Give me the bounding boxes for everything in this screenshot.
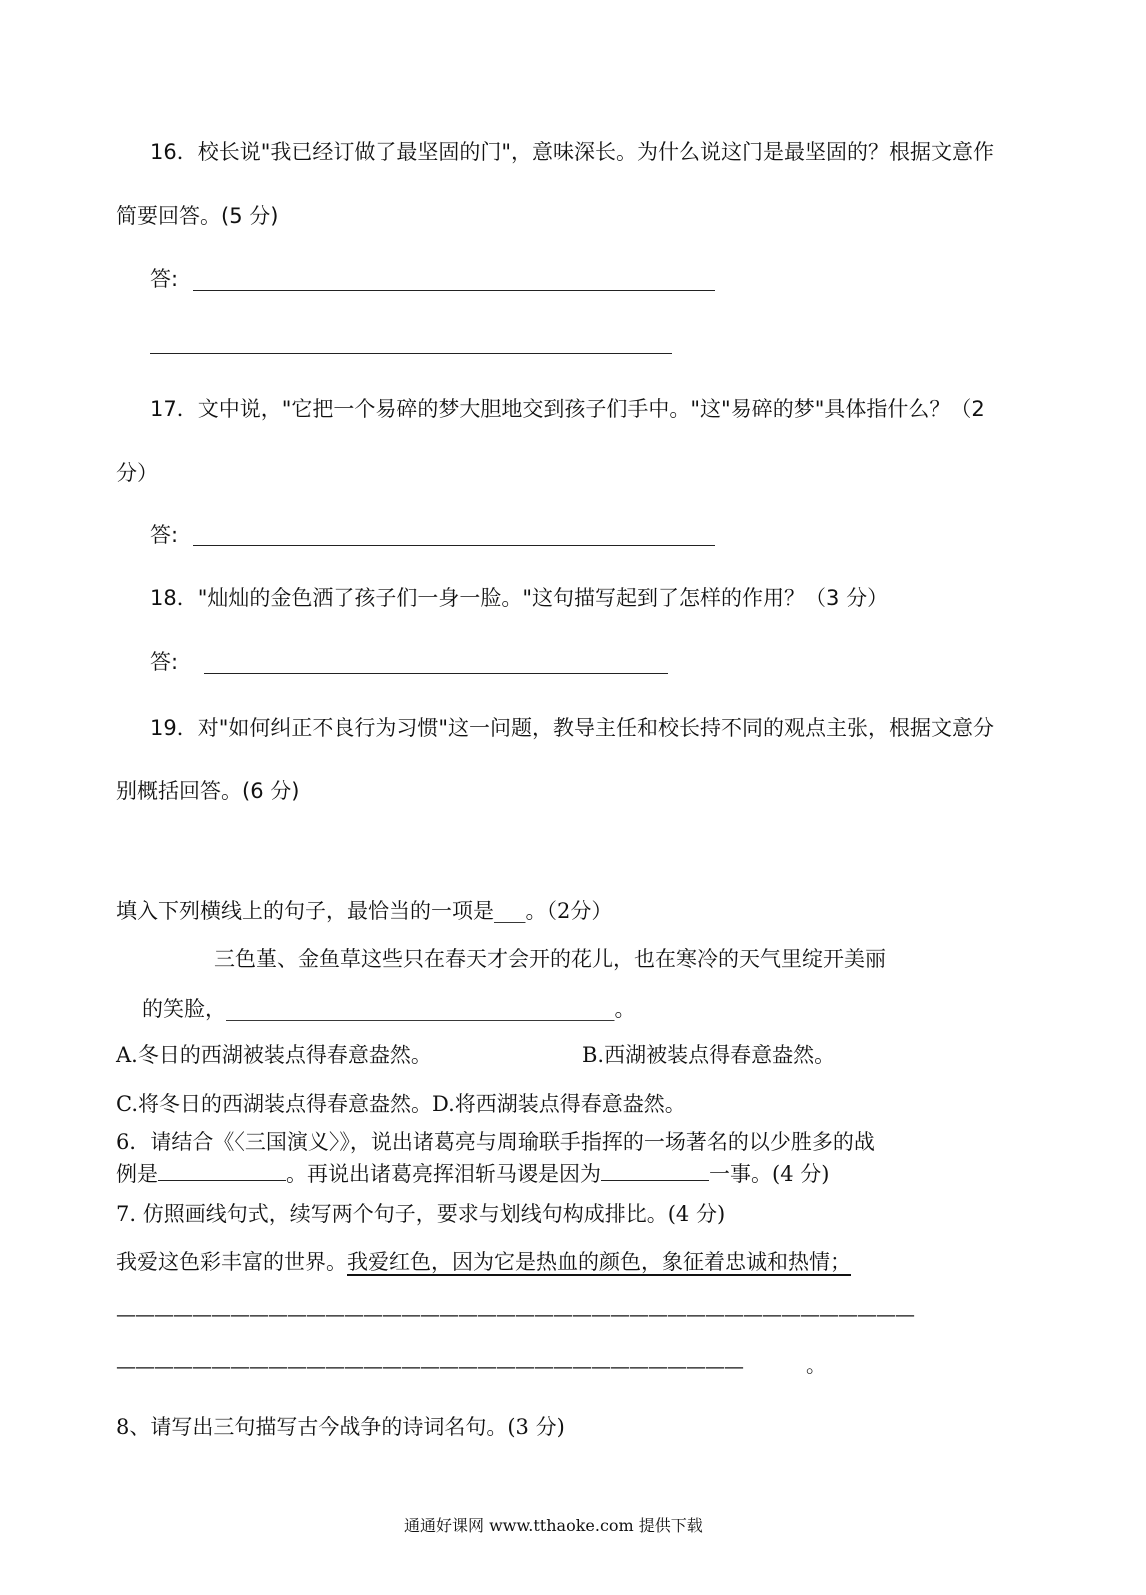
- option-b: B.西湖被装点得春意盎然。: [582, 1043, 836, 1067]
- q19-text-line2: 别概括回答。(6 分): [116, 779, 300, 803]
- q19-text-line1: 19．对"如何纠正不良行为习惯"这一问题，教导主任和校长持不同的观点主张，根据文意分: [150, 716, 995, 740]
- option-c-d: C.将冬日的西湖装点得春意盎然。D.将西湖装点得春意盎然。: [116, 1092, 686, 1116]
- q17-answer-line[interactable]: [193, 545, 715, 546]
- q6-blank-reason[interactable]: [601, 1179, 709, 1181]
- q6-text-b: 。再说出诸葛亮挥泪斩马谡是因为: [286, 1162, 601, 1186]
- q8-text-line1: 8、请写出三句描写古今战争的诗词名句。(3 分): [116, 1415, 565, 1439]
- fill-passage-blank[interactable]: _____________________________________: [226, 997, 615, 1021]
- q18-answer-label: 答:: [150, 650, 179, 674]
- q6-text-c: 一事。(4 分): [709, 1162, 830, 1186]
- q18-text-line1: 18．"灿灿的金色洒了孩子们一身一脸。"这句描写起到了怎样的作用？（3 分）: [150, 586, 889, 610]
- fill-stem: 填入下列横线上的句子，最恰当的一项是___。（2分）: [116, 899, 613, 923]
- page-footer: 通通好课网 www.tthaoke.com 提供下载: [404, 1516, 703, 1535]
- q7-text-line2: [116, 1246, 851, 1276]
- q17-text-line2: 分）: [116, 461, 158, 485]
- fill-passage-end: 。: [614, 997, 636, 1021]
- q16-text-line2: 简要回答。(5 分): [116, 204, 279, 228]
- q17-answer-label: 答:: [150, 523, 179, 547]
- q7-answer-line-2-wrap: [116, 1349, 826, 1378]
- q16-answer-line-1[interactable]: [193, 290, 715, 291]
- q6-text-line2: [116, 1158, 829, 1188]
- q16-answer-line-2[interactable]: [150, 353, 672, 354]
- fill-passage-start: 的笑脸，: [142, 997, 226, 1021]
- q7-text-line1: 7. 仿照画线句式，续写两个句子，要求与划线句构成排比。(4 分): [116, 1202, 726, 1226]
- q7-answer-line-2[interactable]: —————————————————————————————————: [116, 1354, 743, 1378]
- fill-passage-line1: 三色堇、金鱼草这些只在春天才会开的花儿，也在寒冷的天气里绽开美丽: [214, 947, 886, 971]
- q7-answer-end: 。: [806, 1353, 826, 1377]
- q7-text-intro: 我爱这色彩丰富的世界。: [116, 1250, 347, 1274]
- q7-underlined-sentence: 我爱红色，因为它是热血的颜色，象征着忠诚和热情；: [347, 1250, 851, 1274]
- q7-answer-line-1[interactable]: ——————————————————————————————————————————: [116, 1302, 914, 1326]
- q16-answer-label: 答:: [150, 267, 179, 291]
- fill-passage-line2: [142, 993, 636, 1023]
- q16-text-line1: 16．校长说"我已经订做了最坚固的门"，意味深长。为什么说这门是最坚固的？根据文意作: [150, 140, 995, 164]
- option-a: A.冬日的西湖被装点得春意盎然。: [116, 1043, 432, 1067]
- q17-text-line1: 17．文中说，"它把一个易碎的梦大胆地交到孩子们手中。"这"易碎的梦"具体指什么？（2: [150, 397, 985, 421]
- q6-text-a: 例是: [116, 1162, 158, 1186]
- q6-blank-battle[interactable]: [158, 1179, 286, 1181]
- q18-answer-line[interactable]: [204, 673, 668, 674]
- q6-text-line1: 6．请结合《〈三国演义〉》，说出诸葛亮与周瑜联手指挥的一场著名的以少胜多的战: [116, 1130, 875, 1154]
